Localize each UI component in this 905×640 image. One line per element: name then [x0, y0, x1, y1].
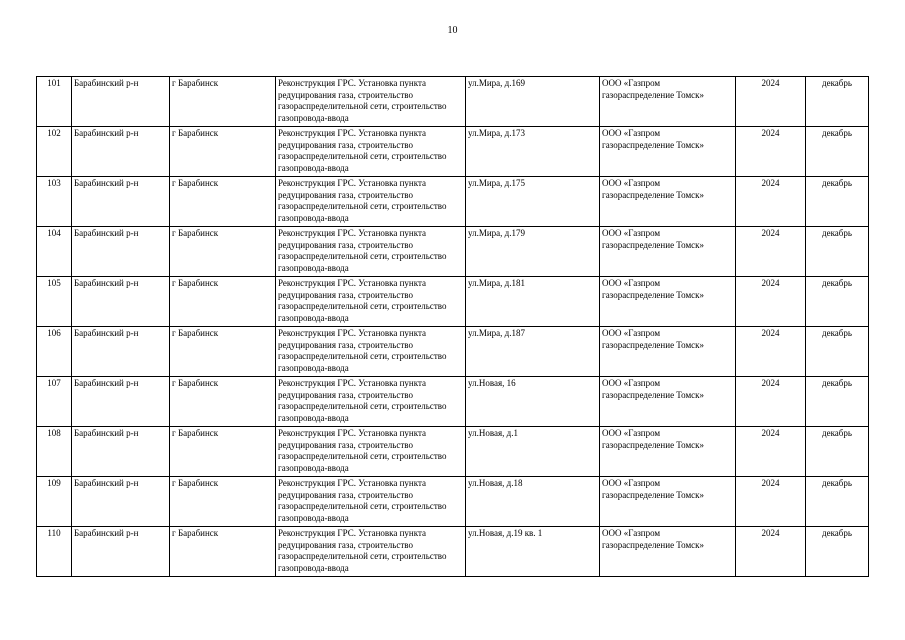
- month-cell: декабрь: [806, 427, 869, 477]
- table-row: [37, 277, 869, 327]
- year-cell: 2024: [736, 227, 806, 277]
- year-cell: 2024: [736, 177, 806, 227]
- address-cell: ул.Мира, д.179: [466, 227, 600, 277]
- address-cell: ул.Новая, 16: [466, 377, 600, 427]
- row-number-cell: 110: [37, 527, 72, 577]
- table-row: [37, 427, 869, 477]
- district-cell: Барабинский р-н: [72, 77, 170, 127]
- row-number-cell: 104: [37, 227, 72, 277]
- district-cell: Барабинский р-н: [72, 377, 170, 427]
- work-description-cell: Реконструкция ГРС. Установка пункта редуцирования газа, строительство газораспределительной сети, строительство газопровода-ввода: [276, 527, 466, 577]
- city-cell: г Барабинск: [170, 277, 276, 327]
- table-row: [37, 477, 869, 527]
- organization-cell: ООО «Газпром газораспределение Томск»: [600, 277, 736, 327]
- district-cell: Барабинский р-н: [72, 277, 170, 327]
- row-number-cell: 105: [37, 277, 72, 327]
- city-cell: г Барабинск: [170, 527, 276, 577]
- work-description-cell: Реконструкция ГРС. Установка пункта редуцирования газа, строительство газораспределительной сети, строительство газопровода-ввода: [276, 377, 466, 427]
- row-number-cell: 106: [37, 327, 72, 377]
- year-cell: 2024: [736, 477, 806, 527]
- row-number-cell: 109: [37, 477, 72, 527]
- month-cell: декабрь: [806, 327, 869, 377]
- work-description-cell: Реконструкция ГРС. Установка пункта редуцирования газа, строительство газораспределительной сети, строительство газопровода-ввода: [276, 127, 466, 177]
- table-body: [37, 77, 869, 577]
- district-cell: Барабинский р-н: [72, 127, 170, 177]
- table-row: [37, 527, 869, 577]
- organization-cell: ООО «Газпром газораспределение Томск»: [600, 477, 736, 527]
- address-cell: ул.Мира, д.181: [466, 277, 600, 327]
- table-row: [37, 377, 869, 427]
- organization-cell: ООО «Газпром газораспределение Томск»: [600, 527, 736, 577]
- table-row: [37, 127, 869, 177]
- month-cell: декабрь: [806, 377, 869, 427]
- work-description-cell: Реконструкция ГРС. Установка пункта редуцирования газа, строительство газораспределительной сети, строительство газопровода-ввода: [276, 177, 466, 227]
- gasification-table: [36, 76, 869, 577]
- month-cell: декабрь: [806, 77, 869, 127]
- district-cell: Барабинский р-н: [72, 477, 170, 527]
- address-cell: ул.Мира, д.175: [466, 177, 600, 227]
- year-cell: 2024: [736, 327, 806, 377]
- city-cell: г Барабинск: [170, 227, 276, 277]
- row-number-cell: 107: [37, 377, 72, 427]
- year-cell: 2024: [736, 77, 806, 127]
- table-row: [37, 177, 869, 227]
- work-description-cell: Реконструкция ГРС. Установка пункта редуцирования газа, строительство газораспределительной сети, строительство газопровода-ввода: [276, 477, 466, 527]
- month-cell: декабрь: [806, 127, 869, 177]
- month-cell: декабрь: [806, 477, 869, 527]
- month-cell: декабрь: [806, 527, 869, 577]
- work-description-cell: Реконструкция ГРС. Установка пункта редуцирования газа, строительство газораспределительной сети, строительство газопровода-ввода: [276, 327, 466, 377]
- month-cell: декабрь: [806, 227, 869, 277]
- address-cell: ул.Новая, д.1: [466, 427, 600, 477]
- table-row: [37, 227, 869, 277]
- district-cell: Барабинский р-н: [72, 427, 170, 477]
- year-cell: 2024: [736, 127, 806, 177]
- district-cell: Барабинский р-н: [72, 177, 170, 227]
- address-cell: ул.Мира, д.187: [466, 327, 600, 377]
- address-cell: ул.Мира, д.173: [466, 127, 600, 177]
- month-cell: декабрь: [806, 177, 869, 227]
- city-cell: г Барабинск: [170, 427, 276, 477]
- address-cell: ул.Новая, д.19 кв. 1: [466, 527, 600, 577]
- table-row: [37, 77, 869, 127]
- work-description-cell: Реконструкция ГРС. Установка пункта редуцирования газа, строительство газораспределительной сети, строительство газопровода-ввода: [276, 277, 466, 327]
- year-cell: 2024: [736, 277, 806, 327]
- row-number-cell: 101: [37, 77, 72, 127]
- organization-cell: ООО «Газпром газораспределение Томск»: [600, 77, 736, 127]
- city-cell: г Барабинск: [170, 177, 276, 227]
- organization-cell: ООО «Газпром газораспределение Томск»: [600, 327, 736, 377]
- district-cell: Барабинский р-н: [72, 327, 170, 377]
- row-number-cell: 102: [37, 127, 72, 177]
- organization-cell: ООО «Газпром газораспределение Томск»: [600, 127, 736, 177]
- city-cell: г Барабинск: [170, 377, 276, 427]
- year-cell: 2024: [736, 427, 806, 477]
- organization-cell: ООО «Газпром газораспределение Томск»: [600, 227, 736, 277]
- month-cell: декабрь: [806, 277, 869, 327]
- year-cell: 2024: [736, 377, 806, 427]
- table-row: [37, 327, 869, 377]
- work-description-cell: Реконструкция ГРС. Установка пункта редуцирования газа, строительство газораспределительной сети, строительство газопровода-ввода: [276, 427, 466, 477]
- city-cell: г Барабинск: [170, 327, 276, 377]
- year-cell: 2024: [736, 527, 806, 577]
- work-description-cell: Реконструкция ГРС. Установка пункта редуцирования газа, строительство газораспределительной сети, строительство газопровода-ввода: [276, 227, 466, 277]
- address-cell: ул.Мира, д.169: [466, 77, 600, 127]
- address-cell: ул.Новая, д.18: [466, 477, 600, 527]
- row-number-cell: 108: [37, 427, 72, 477]
- page-number: 10: [447, 25, 458, 36]
- district-cell: Барабинский р-н: [72, 227, 170, 277]
- city-cell: г Барабинск: [170, 127, 276, 177]
- organization-cell: ООО «Газпром газораспределение Томск»: [600, 377, 736, 427]
- row-number-cell: 103: [37, 177, 72, 227]
- work-description-cell: Реконструкция ГРС. Установка пункта редуцирования газа, строительство газораспределительной сети, строительство газопровода-ввода: [276, 77, 466, 127]
- city-cell: г Барабинск: [170, 77, 276, 127]
- organization-cell: ООО «Газпром газораспределение Томск»: [600, 177, 736, 227]
- organization-cell: ООО «Газпром газораспределение Томск»: [600, 427, 736, 477]
- city-cell: г Барабинск: [170, 477, 276, 527]
- district-cell: Барабинский р-н: [72, 527, 170, 577]
